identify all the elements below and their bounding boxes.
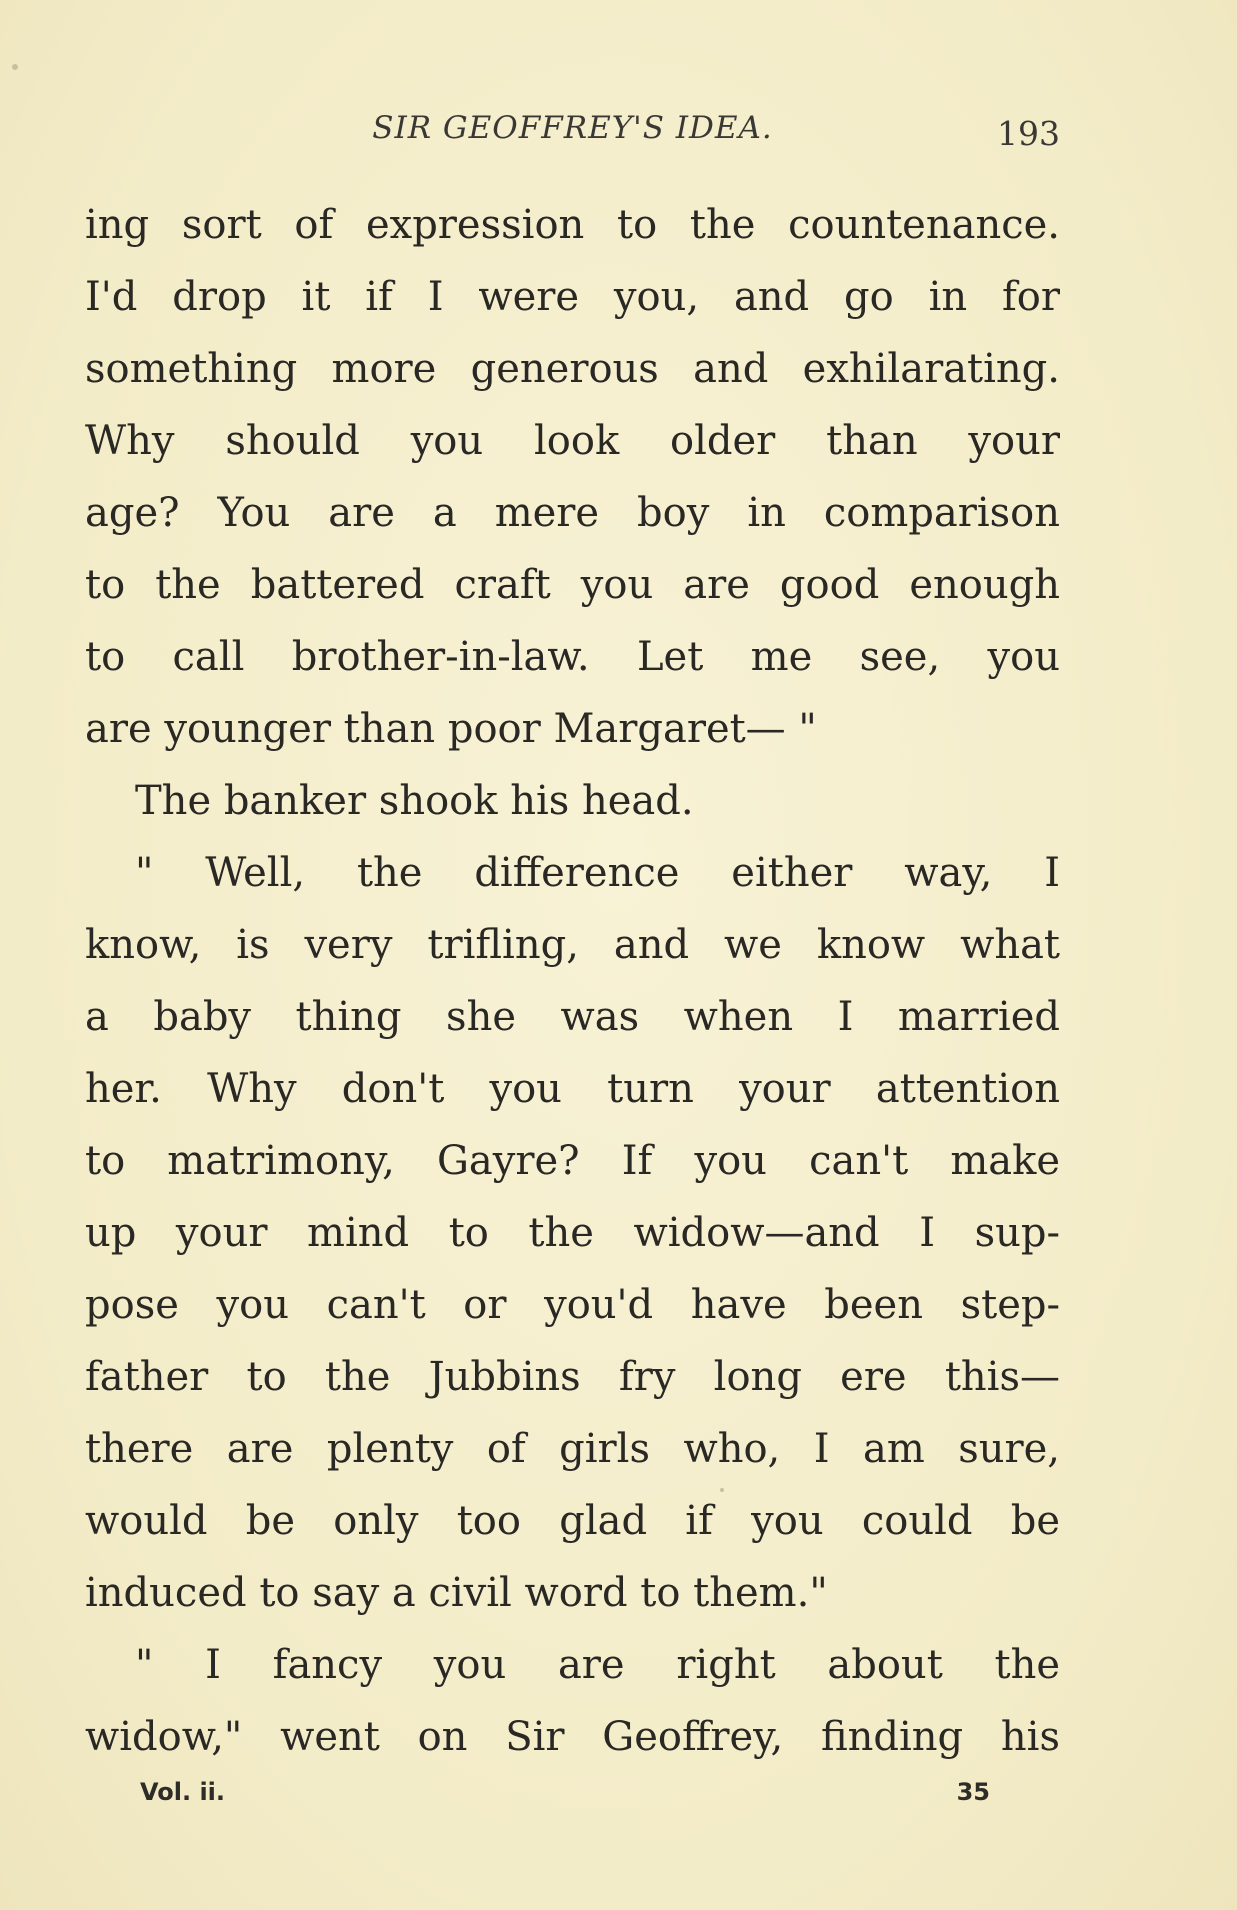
text-line: widow," went on Sir Geoffrey, finding his — [85, 1714, 1060, 1760]
page-number: 193 — [997, 114, 1060, 153]
text-line: father to the Jubbins fry long ere this— — [85, 1354, 1060, 1400]
text-line: a baby thing she was when I married — [85, 994, 1060, 1040]
text-line: Why should you look older than your — [85, 418, 1060, 464]
text-line: age? You are a mere boy in comparison — [85, 490, 1060, 536]
text-line: her. Why don't you turn your attention — [85, 1066, 1060, 1112]
text-line: are younger than poor Margaret— " — [85, 706, 817, 752]
page-footer — [140, 1778, 990, 1814]
text-line: know, is very trifling, and we know what — [85, 922, 1060, 968]
text-line: " Well, the difference either way, I — [135, 850, 1060, 896]
text-line: there are plenty of girls who, I am sure, — [85, 1426, 1060, 1472]
running-title: SIR GEOFFREY'S IDEA. — [372, 110, 773, 146]
body-text — [85, 189, 1060, 1773]
volume-signature: Vol. ii. — [140, 1778, 226, 1806]
text-line: pose you can't or you'd have been step- — [85, 1282, 1060, 1328]
text-line: something more generous and exhilarating. — [85, 346, 1060, 392]
text-line: The banker shook his head. — [135, 778, 694, 824]
text-line: " I fancy you are right about the — [135, 1642, 1060, 1688]
sheet-number: 35 — [956, 1778, 990, 1806]
paper-speck — [12, 64, 18, 70]
text-line: induced to say a civil word to them." — [85, 1570, 828, 1616]
text-line: up your mind to the widow—and I sup- — [85, 1210, 1060, 1256]
text-line: ing sort of expression to the countenance. — [85, 202, 1060, 248]
text-line: would be only too glad if you could be — [85, 1498, 1060, 1544]
text-line: to call brother-in-law. Let me see, you — [85, 634, 1060, 680]
text-line: to matrimony, Gayre? If you can't make — [85, 1138, 1060, 1184]
text-line: I'd drop it if I were you, and go in for — [85, 274, 1060, 320]
text-line: to the battered craft you are good enough — [85, 562, 1060, 608]
running-head — [85, 110, 1060, 154]
